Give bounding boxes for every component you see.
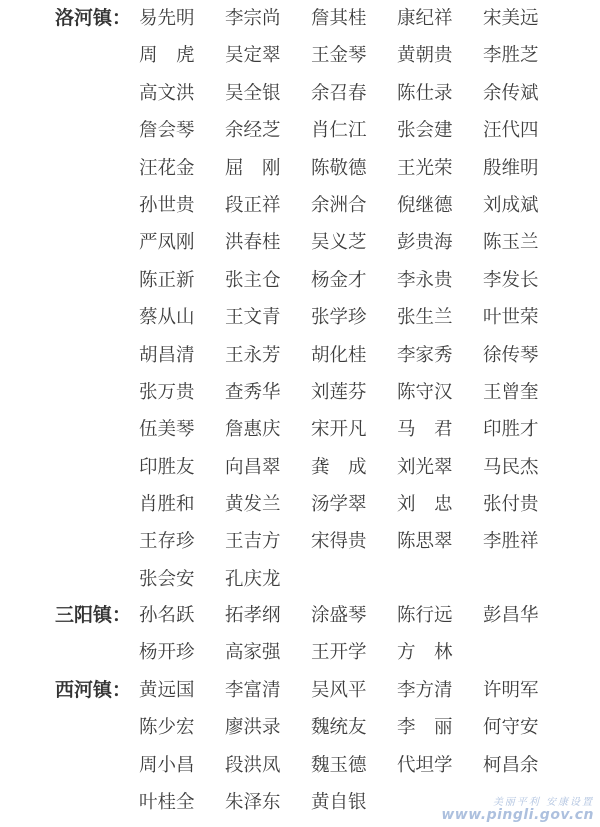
name-list <box>139 597 579 672</box>
person-name: 王文青 <box>225 307 281 329</box>
person-name: 吴风平 <box>311 680 367 701</box>
name-row <box>139 486 579 523</box>
person-name: 吴义芝 <box>311 232 367 254</box>
name-row <box>139 747 579 784</box>
name-row <box>139 597 579 634</box>
name-list <box>139 0 579 598</box>
person-name: 刘 忠 <box>397 494 453 516</box>
person-name: 吴全银 <box>225 82 281 104</box>
name-row <box>139 150 579 187</box>
name-row <box>139 709 579 746</box>
person-name: 马民杰 <box>483 456 539 478</box>
name-row <box>139 262 579 299</box>
person-name: 宋美远 <box>483 8 539 29</box>
person-name: 李宗尚 <box>225 8 281 29</box>
name-row <box>139 0 579 37</box>
person-name: 孙名跃 <box>139 605 195 626</box>
name-row <box>139 523 579 560</box>
person-name: 余传斌 <box>483 82 539 104</box>
person-name: 王曾奎 <box>483 381 539 403</box>
person-name: 殷维明 <box>483 157 539 179</box>
person-name: 杨金才 <box>311 269 367 291</box>
person-name: 陈守汉 <box>397 381 453 403</box>
person-name: 王吉方 <box>225 531 281 553</box>
watermark-text: 美丽平利 安康设置 <box>492 796 594 808</box>
person-name: 陈少宏 <box>139 717 195 739</box>
person-name: 张会安 <box>139 568 195 590</box>
person-name: 汪代四 <box>483 120 539 142</box>
person-name: 詹其桂 <box>311 8 367 29</box>
person-name: 吴定翠 <box>225 45 281 67</box>
person-name: 方 林 <box>397 642 453 664</box>
town-label: 洛河镇： <box>55 7 132 29</box>
person-name: 段洪凤 <box>225 754 281 776</box>
person-name: 伍美琴 <box>139 419 195 441</box>
person-name: 叶桂全 <box>139 792 195 814</box>
person-name: 肖胜和 <box>139 494 195 516</box>
person-name: 张付贵 <box>483 494 539 516</box>
person-name: 张万贵 <box>139 381 195 403</box>
person-name: 倪继德 <box>397 194 453 216</box>
person-name: 张生兰 <box>397 307 453 329</box>
person-name: 刘成斌 <box>483 194 539 216</box>
person-name: 黄朝贵 <box>397 45 453 67</box>
person-name: 陈思翠 <box>397 531 453 553</box>
person-name: 印胜才 <box>483 419 539 441</box>
person-name: 汤学翠 <box>311 494 367 516</box>
person-name: 印胜友 <box>139 456 195 478</box>
person-name: 陈仕录 <box>397 82 453 104</box>
person-name: 王永芳 <box>225 344 281 366</box>
person-name: 严凤刚 <box>139 232 195 254</box>
person-name: 黄远国 <box>139 680 195 701</box>
name-row <box>139 224 579 261</box>
person-name: 肖仁江 <box>311 120 367 142</box>
person-name: 廖洪录 <box>225 717 281 739</box>
name-row <box>139 187 579 224</box>
person-name: 杨开珍 <box>139 642 195 664</box>
person-name: 徐传琴 <box>483 344 539 366</box>
person-name: 李胜芝 <box>483 45 539 67</box>
name-row <box>139 634 579 671</box>
person-name: 王金琴 <box>311 45 367 67</box>
person-name: 魏玉德 <box>311 754 367 776</box>
person-name: 余召春 <box>311 82 367 104</box>
person-name: 李发长 <box>483 269 539 291</box>
person-name: 陈敬德 <box>311 157 367 179</box>
name-row <box>139 337 579 374</box>
person-name: 詹惠庆 <box>225 419 281 441</box>
person-name: 胡昌清 <box>139 344 195 366</box>
person-name: 洪春桂 <box>225 232 281 254</box>
person-name: 刘莲芬 <box>311 381 367 403</box>
person-name: 朱泽东 <box>225 792 281 814</box>
person-name: 向昌翠 <box>225 456 281 478</box>
person-name: 王开学 <box>311 642 367 664</box>
town-label: 三阳镇： <box>55 604 132 626</box>
person-name: 王光荣 <box>397 157 453 179</box>
person-name: 余洲合 <box>311 194 367 216</box>
person-name: 查秀华 <box>225 381 281 403</box>
person-name: 宋开凡 <box>311 419 367 441</box>
name-row <box>139 672 579 709</box>
person-name: 汪花金 <box>139 157 195 179</box>
person-name: 余经芝 <box>225 120 281 142</box>
person-name: 何守安 <box>483 717 539 739</box>
person-name: 詹会琴 <box>139 120 195 142</box>
person-name: 李永贵 <box>397 269 453 291</box>
person-name: 宋得贵 <box>311 531 367 553</box>
person-name: 黄自银 <box>311 792 367 814</box>
person-name: 张学珍 <box>311 307 367 329</box>
person-name: 屈 刚 <box>225 157 281 179</box>
name-row <box>139 112 579 149</box>
person-name: 易先明 <box>139 8 195 29</box>
name-row <box>139 374 579 411</box>
person-name: 陈行远 <box>397 605 453 626</box>
person-name: 李 丽 <box>397 717 453 739</box>
person-name: 李家秀 <box>397 344 453 366</box>
person-name: 刘光翠 <box>397 456 453 478</box>
name-row <box>139 75 579 112</box>
person-name: 李方清 <box>397 680 453 701</box>
person-name: 柯昌余 <box>483 754 539 776</box>
person-name: 孔庆龙 <box>225 568 281 590</box>
person-name: 周 虎 <box>139 45 195 67</box>
person-name: 彭贵海 <box>397 232 453 254</box>
person-name: 代坦学 <box>397 754 453 776</box>
person-name: 王存珍 <box>139 531 195 553</box>
person-name: 黄发兰 <box>225 494 281 516</box>
name-row <box>139 449 579 486</box>
person-name: 李富清 <box>225 680 281 701</box>
person-name: 魏统友 <box>311 717 367 739</box>
person-name: 龚 成 <box>311 456 367 478</box>
site-watermark <box>441 797 594 823</box>
person-name: 高家强 <box>225 642 281 664</box>
person-name: 李胜祥 <box>483 531 539 553</box>
person-name: 许明军 <box>483 680 539 701</box>
name-row <box>139 561 579 598</box>
watermark-url: www.pingli.gov.cn <box>441 806 594 823</box>
name-row <box>139 299 579 336</box>
person-name: 孙世贵 <box>139 194 195 216</box>
person-name: 陈玉兰 <box>483 232 539 254</box>
person-name: 周小昌 <box>139 754 195 776</box>
person-name: 张主仓 <box>225 269 281 291</box>
name-row <box>139 37 579 74</box>
person-name: 陈正新 <box>139 269 195 291</box>
person-name: 马 君 <box>397 419 453 441</box>
person-name: 拓孝纲 <box>225 605 281 626</box>
name-row <box>139 411 579 448</box>
person-name: 张会建 <box>397 120 453 142</box>
person-name: 涂盛琴 <box>311 605 367 626</box>
person-name: 蔡从山 <box>139 307 195 329</box>
person-name: 叶世荣 <box>483 307 539 329</box>
town-label: 西河镇： <box>55 679 132 701</box>
person-name: 高文洪 <box>139 82 195 104</box>
person-name: 彭昌华 <box>483 605 539 626</box>
person-name: 胡化桂 <box>311 344 367 366</box>
person-name: 康纪祥 <box>397 8 453 29</box>
person-name: 段正祥 <box>225 194 281 216</box>
